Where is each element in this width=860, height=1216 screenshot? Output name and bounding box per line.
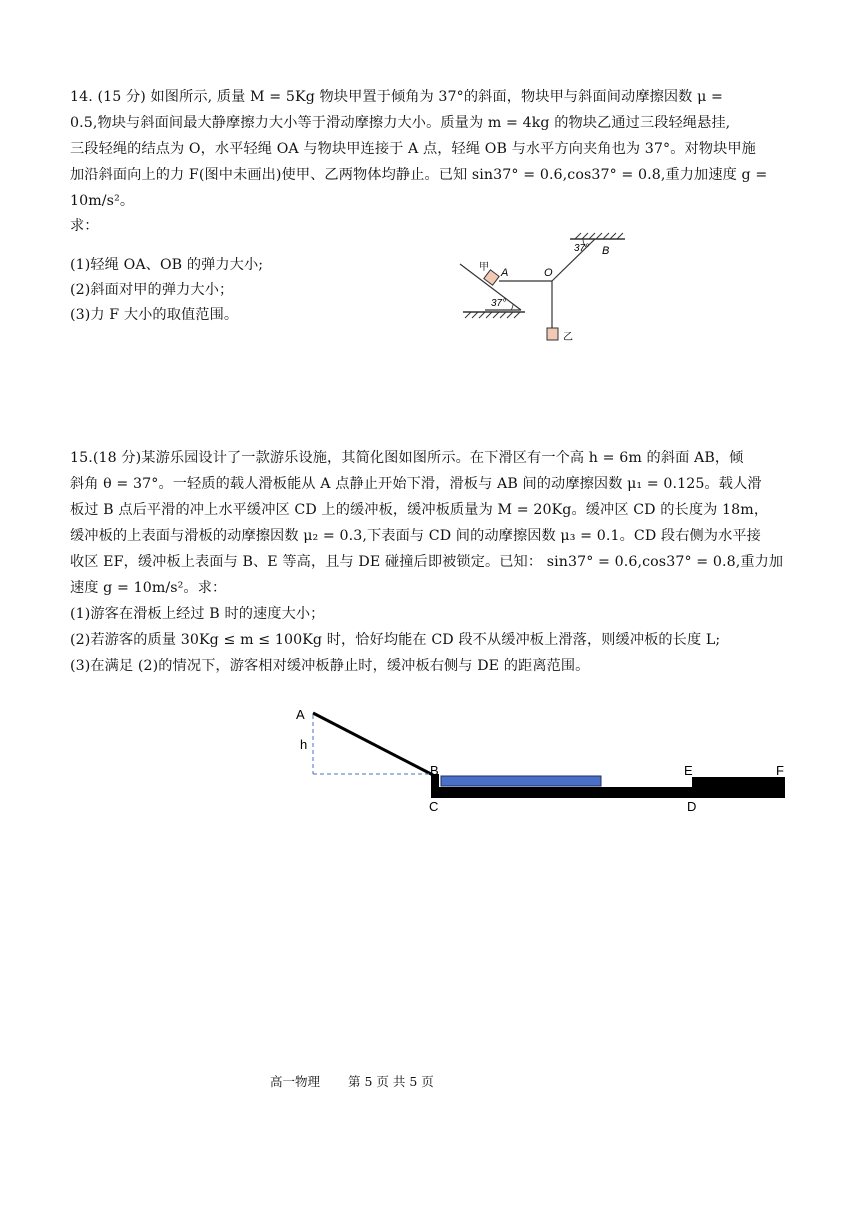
- q14-sub-3: (3)力 F 大小的取值范围。: [70, 307, 239, 323]
- q14-line-3: 三段轻绳的结点为 O，水平轻绳 OA 与物块甲连接于 A 点，轻绳 OB 与水平方向夹角也为 37°。对物块甲施: [70, 141, 756, 157]
- angle-top-label: 37°: [574, 243, 590, 254]
- q14-line-1: 14. (15 分) 如图所示, 质量 M = 5Kg 物块甲置于倾角为 37°的斜面，物块甲与斜面间动摩擦因数 μ =: [70, 89, 723, 105]
- q15-line-5: 收区 EF，缓冲板上表面与 B、E 等高，且与 DE 碰撞后即被锁定。已知： sin37° = 0.6,cos37° = 0.8,重力加: [70, 554, 784, 570]
- label-D: D: [687, 799, 697, 814]
- q15-line-2: 斜角 θ = 37°。一轻质的载人滑板能从 A 点静止开始下滑，滑板与 AB 间的动摩擦因数 μ₁ = 0.125。载人滑: [70, 476, 762, 492]
- q15-line-6: 速度 g = 10m/s²。求：: [70, 580, 227, 596]
- label-A: A: [296, 707, 305, 722]
- angle-bottom-label: 37°: [491, 298, 507, 309]
- label-B: B: [602, 245, 610, 257]
- q14-figure: [455, 232, 635, 348]
- label-C: C: [429, 799, 439, 814]
- q14-line-2: 0.5,物块与斜面间最大静摩擦力大小等于滑动摩擦力大小。质量为 m = 4kg 的物块乙通过三段轻绳悬挂,: [70, 115, 731, 131]
- q14-line-4: 加沿斜面向上的力 F(图中未画出)使甲、乙两物体均静止。已知 sin37° = 0.6,cos37° = 0.8,重力加速度 g =: [70, 167, 768, 183]
- footer-subject: 高一物理: [270, 1074, 321, 1089]
- q15-sub-3: (3)在满足 (2)的情况下，游客相对缓冲板静止时，缓冲板右侧与 DE 的距离范围。: [70, 658, 590, 674]
- label-E: E: [684, 763, 693, 778]
- q15-figure: [290, 700, 800, 820]
- label-B: B: [430, 763, 439, 778]
- label-A: A: [501, 267, 509, 279]
- q14-sub-2: (2)斜面对甲的弹力大小；: [70, 282, 234, 298]
- label-yi: 乙: [563, 332, 573, 343]
- q14-sub-1: (1)轻绳 OA、OB 的弹力大小;: [70, 257, 264, 273]
- q14-line-5: 10m/s²。: [70, 193, 135, 209]
- label-O: O: [544, 267, 553, 279]
- q14-line-6: 求：: [70, 218, 99, 234]
- label-F: F: [776, 763, 784, 778]
- q15-sub-2: (2)若游客的质量 30Kg ≤ m ≤ 100Kg 时，恰好均能在 CD 段不从缓冲板上滑落，则缓冲板的长度 L;: [70, 632, 721, 648]
- q15-sub-1: (1)游客在滑板上经过 B 时的速度大小；: [70, 606, 325, 622]
- buffer-board: [441, 776, 601, 786]
- q15-line-4: 缓冲板的上表面与滑板的动摩擦因数 μ₂ = 0.3,下表面与 CD 间的动摩擦因数 μ₃ = 0.1。CD 段右侧为水平接: [70, 528, 761, 544]
- label-jia: 甲: [479, 262, 489, 273]
- block-yi: [547, 328, 558, 340]
- q15-line-1: 15.(18 分)某游乐园设计了一款游乐设施，其简化图如图所示。在下滑区有一个高 h = 6m 的斜面 AB，倾: [70, 450, 744, 466]
- footer-page-number: 第 5 页 共 5 页: [348, 1074, 434, 1089]
- q15-line-3: 板过 B 点后平滑的冲上水平缓冲区 CD 上的缓冲板，缓冲板质量为 M = 20Kg。缓冲区 CD 的长度为 18m，: [70, 502, 769, 518]
- label-h: h: [300, 737, 308, 752]
